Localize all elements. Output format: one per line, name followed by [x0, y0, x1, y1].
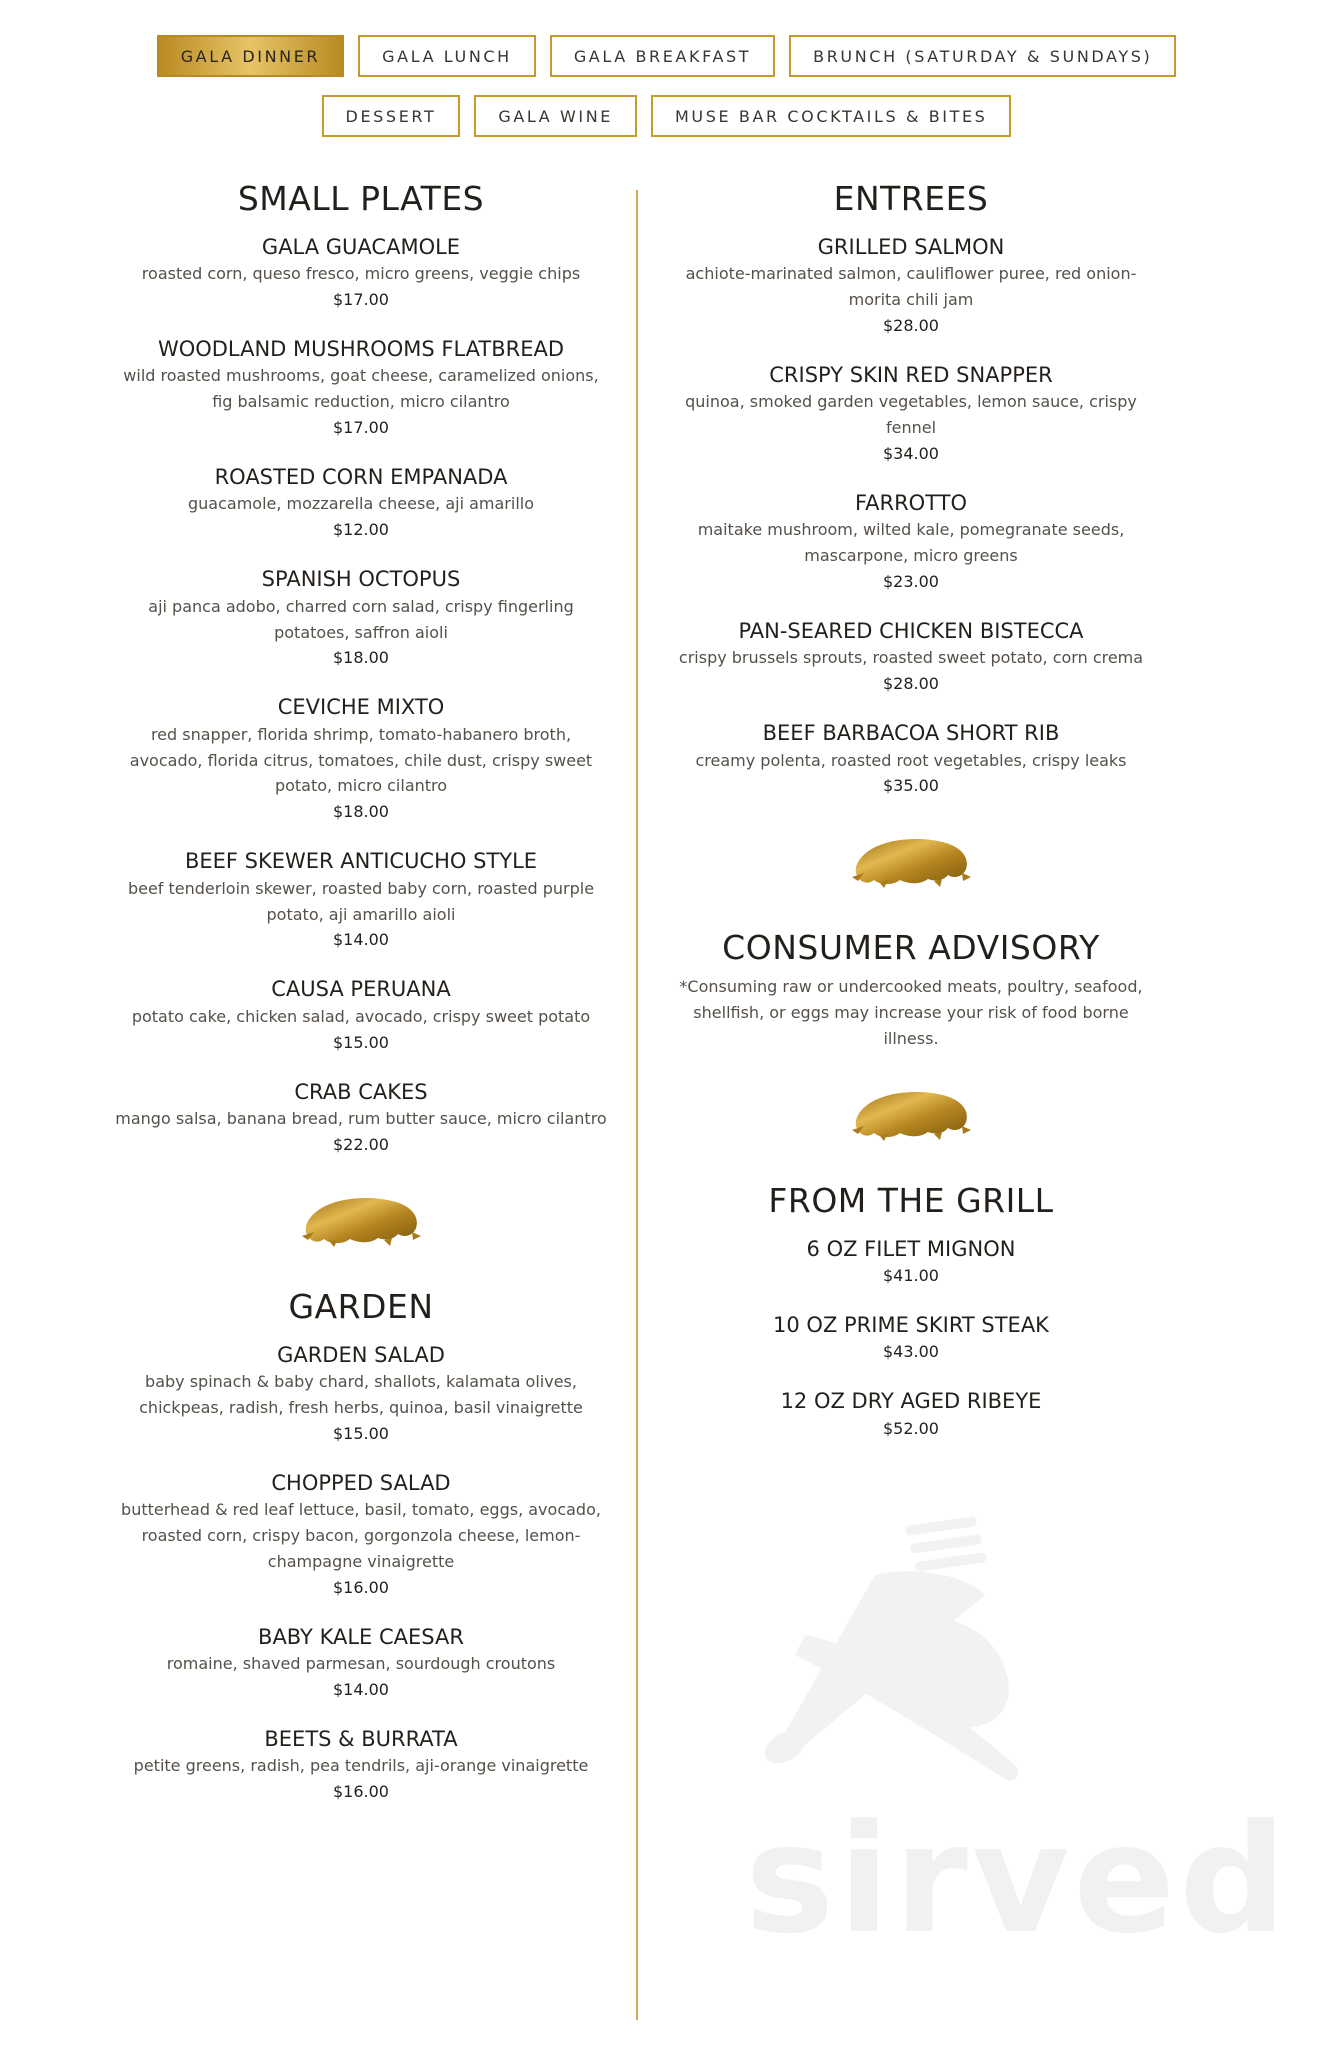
menu-item — [111, 847, 611, 953]
item-name: ROASTED CORN EMPANADA — [214, 465, 508, 490]
tab-gala-breakfast[interactable]: GALA BREAKFAST — [550, 35, 775, 77]
item-name: CAUSA PERUANA — [271, 977, 451, 1002]
item-description: crispy brussels sprouts, roasted sweet potato, corn crema — [678, 648, 1144, 668]
item-description: romaine, shaved parmesan, sourdough croutons — [166, 1653, 556, 1673]
item-description: creamy polenta, roasted root vegetables, crispy leaks — [695, 750, 1127, 770]
item-description: baby spinach & baby chard, shallots, kalamata olives, chickpeas, radish, fresh herbs, quinoa, basil vinaigrette — [139, 1371, 583, 1417]
item-description: wild roasted mushrooms, goat cheese, caramelized onions, fig balsamic reduction, micro cilantro — [123, 366, 599, 412]
item-price: $15.00 — [333, 1032, 389, 1052]
item-price: $34.00 — [883, 444, 939, 464]
menu-item — [661, 719, 1161, 799]
item-price: $52.00 — [883, 1418, 939, 1438]
item-name: BABY KALE CAESAR — [258, 1624, 464, 1649]
item-price: $12.00 — [333, 520, 389, 540]
item-name: GRILLED SALMON — [817, 234, 1005, 259]
gold-brush-divider-icon — [850, 1086, 972, 1144]
right-column — [661, 178, 1161, 1464]
item-name: CHOPPED SALAD — [271, 1470, 451, 1495]
menu-tabs-row-1 — [0, 35, 1333, 77]
item-name: GARDEN SALAD — [277, 1342, 445, 1367]
item-name: 10 OZ PRIME SKIRT STEAK — [773, 1313, 1049, 1338]
item-price: $28.00 — [883, 316, 939, 336]
menu-item — [111, 565, 611, 671]
item-description: aji panca adobo, charred corn salad, crispy fingerling potatoes, saffron aioli — [148, 596, 574, 642]
section-title-consumer-advisory: CONSUMER ADVISORY — [722, 928, 1100, 968]
item-name: BEEF SKEWER ANTICUCHO STYLE — [184, 849, 538, 874]
item-price: $16.00 — [333, 1577, 389, 1597]
left-column — [111, 178, 611, 1827]
item-name: 12 OZ DRY AGED RIBEYE — [780, 1389, 1042, 1414]
item-description: butterhead & red leaf lettuce, basil, tomato, eggs, avocado, roasted corn, crispy bacon, gorgonzola cheese, lemon-champagne vinaigrette — [121, 1499, 601, 1571]
tab-gala-wine[interactable]: GALA WINE — [474, 95, 637, 137]
section-title-entrees: ENTREES — [833, 179, 989, 218]
item-price: $16.00 — [333, 1782, 389, 1801]
item-price: $22.00 — [333, 1134, 389, 1154]
item-price: $23.00 — [883, 572, 939, 592]
section-title-small-plates: SMALL PLATES — [237, 179, 485, 218]
tab-dessert[interactable]: DESSERT — [322, 95, 461, 137]
section-title-garden: GARDEN — [288, 1286, 434, 1326]
item-name: FARROTTO — [854, 491, 968, 516]
menu-item — [111, 233, 611, 313]
item-description: roasted corn, queso fresco, micro greens, veggie chips — [141, 264, 581, 284]
item-description: achiote-marinated salmon, cauliflower puree, red onion-morita chili jam — [685, 264, 1137, 310]
item-price: $43.00 — [883, 1342, 939, 1362]
item-name: BEETS & BURRATA — [264, 1726, 458, 1751]
menu-item — [661, 1387, 1161, 1441]
item-price: $17.00 — [333, 290, 389, 310]
item-name: CRAB CAKES — [294, 1079, 428, 1104]
item-name: SPANISH OCTOPUS — [261, 567, 461, 592]
tab-gala-lunch[interactable]: GALA LUNCH — [358, 35, 536, 77]
menu-item — [111, 693, 611, 825]
item-description: potato cake, chicken salad, avocado, crispy sweet potato — [131, 1006, 591, 1026]
item-price: $15.00 — [333, 1423, 389, 1443]
menu-item — [111, 975, 611, 1055]
menu-item — [111, 1469, 611, 1601]
item-description: guacamole, mozzarella cheese, aji amarillo — [187, 494, 535, 514]
item-price: $18.00 — [333, 648, 389, 668]
menu-item — [111, 335, 611, 441]
menu-item — [111, 1078, 611, 1158]
item-price: $17.00 — [333, 418, 389, 438]
item-description: quinoa, smoked garden vegetables, lemon sauce, crispy fennel — [685, 392, 1137, 438]
sirved-watermark — [745, 1515, 1291, 1975]
menu-item — [661, 1235, 1161, 1289]
menu-item — [661, 489, 1161, 595]
item-price: $41.00 — [883, 1266, 939, 1286]
fork-spoon-icon — [745, 1515, 1285, 1815]
item-name: WOODLAND MUSHROOMS FLATBREAD — [157, 337, 565, 362]
item-description: red snapper, florida shrimp, tomato-habanero broth, avocado, florida citrus, tomatoes, chile dust, crispy sweet potato, micro cilantro — [129, 724, 593, 796]
item-price: $18.00 — [333, 802, 389, 822]
menu-item — [111, 1725, 611, 1805]
watermark-text: sirved — [745, 1793, 1291, 1967]
gold-brush-divider-icon — [850, 833, 972, 891]
tab-gala-dinner[interactable]: GALA DINNER — [157, 35, 344, 77]
item-price: $14.00 — [333, 1679, 389, 1699]
menu-item — [111, 463, 611, 543]
menu-item — [661, 617, 1161, 697]
menu-item — [111, 1341, 611, 1447]
menu-tabs-row-2 — [0, 95, 1333, 137]
item-description: beef tenderloin skewer, roasted baby corn, roasted purple potato, aji amarillo aioli — [127, 878, 595, 924]
menu-item — [661, 1311, 1161, 1365]
tab-muse-bar[interactable]: MUSE BAR COCKTAILS & BITES — [651, 95, 1011, 137]
item-price: $28.00 — [883, 674, 939, 694]
column-divider — [636, 190, 638, 2020]
section-title-from-the-grill: FROM THE GRILL — [768, 1181, 1054, 1220]
item-description: petite greens, radish, pea tendrils, aji-orange vinaigrette — [133, 1756, 589, 1776]
item-name: BEEF BARBACOA SHORT RIB — [762, 721, 1060, 746]
item-price: $35.00 — [883, 776, 939, 796]
item-name: 6 OZ FILET MIGNON — [806, 1236, 1016, 1261]
item-description: maitake mushroom, wilted kale, pomegranate seeds, mascarpone, micro greens — [697, 520, 1125, 566]
item-name: GALA GUACAMOLE — [261, 234, 461, 259]
menu-item — [661, 361, 1161, 467]
gold-brush-divider-icon — [300, 1192, 422, 1250]
tab-brunch[interactable]: BRUNCH (SATURDAY & SUNDAYS) — [789, 35, 1176, 77]
item-name: PAN-SEARED CHICKEN BISTECCA — [738, 619, 1084, 644]
item-price: $14.00 — [333, 930, 389, 950]
menu-item — [111, 1623, 611, 1703]
menu-item — [661, 233, 1161, 339]
item-description: mango salsa, banana bread, rum butter sauce, micro cilantro — [115, 1108, 607, 1128]
item-name: CEVICHE MIXTO — [277, 695, 445, 720]
advisory-text: *Consuming raw or undercooked meats, poultry, seafood, shellfish, or eggs may increase your risk of food borne illness. — [679, 977, 1143, 1049]
item-name: CRISPY SKIN RED SNAPPER — [769, 362, 1053, 387]
